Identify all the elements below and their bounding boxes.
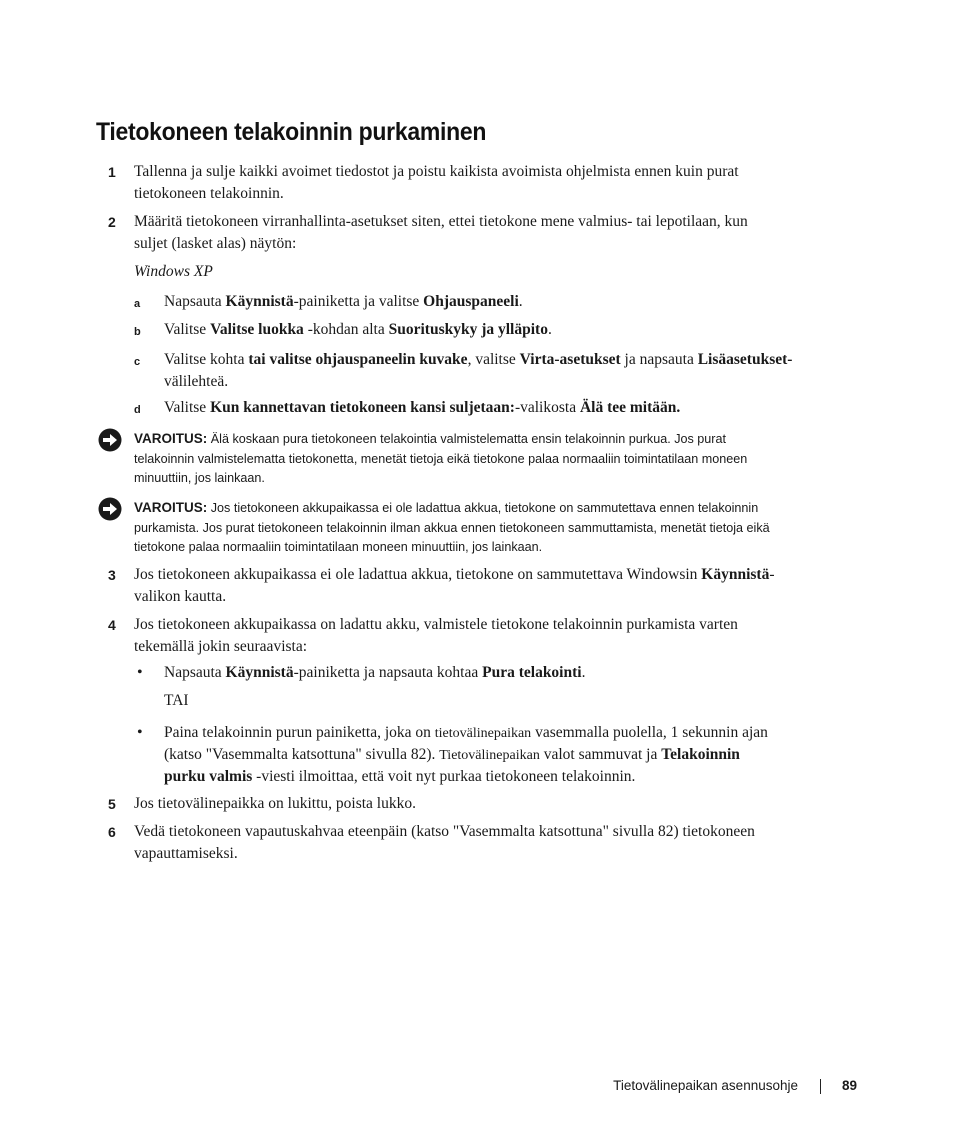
footer-title: Tietovälinepaikan asennusohje [613,1078,798,1093]
notice-arrow-icon [98,428,122,452]
text: . [581,664,586,681]
ui-term: Suorituskyky ja ylläpito [388,321,548,338]
warning-text: telakoinnin valmistelematta tietokonetta, menetät tietoja eikä tietokone palaa normaaliin toimintatilaan moneen [134,451,748,466]
substep-label: a [134,298,141,310]
or-separator: TAI [164,692,189,709]
text: , valitse [467,351,520,368]
ui-term: Kun kannettavan tietokoneen kansi suljetaan: [210,399,515,416]
text: Paina telakoinnin purun painiketta, joka on [164,724,435,741]
text: Valitse [164,321,211,338]
text: Valitse kohta [164,351,249,368]
step-text-line: Vedä tietokoneen vapautuskahvaa eteenpäin (katso "Vasemmalta katsottuna" sivulla 82) tietokoneen [134,823,755,840]
ui-term: Valitse luokka [210,321,304,338]
footer-divider [820,1079,821,1094]
text: vasemmalla puolella, 1 sekunnin ajan [531,724,768,741]
text: valikon kautta. [134,588,227,605]
text: . [547,321,552,338]
step-text-line: vapauttamiseksi. [134,845,238,862]
step-text-line: tietokoneen telakoinnin. [134,185,284,202]
step-number: 5 [108,796,116,812]
notice-arrow-icon [98,497,122,521]
ui-term: Ohjauspaneeli [423,293,519,310]
ui-term: Käynnistä [225,664,294,681]
step-number: 3 [108,567,116,583]
ui-term: Virta-asetukset [519,351,621,368]
text: valot sammuvat ja [539,746,662,763]
text: tietovälinepaikan [434,726,532,741]
ui-term: Älä tee mitään. [579,399,681,416]
substep-label: d [134,404,141,416]
warning-text: purkamista. Jos purat tietokoneen telakoinnin ilman akkua ennen tietokoneen sammuttamista, menetät tietoja eikä [134,520,770,535]
warning-label: VAROITUS: [134,431,208,446]
step-text-line: Jos tietokoneen akkupaikassa on ladattu akku, valmistele tietokone telakoinnin purkamista varten [134,616,738,633]
step-text-line: Jos tietovälinepaikka on lukittu, poista lukko. [134,795,416,812]
text: -viesti ilmoittaa, että voit nyt purkaa tietokoneen telakoinnin. [252,768,636,785]
text: -kohdan alta [303,321,389,338]
text: ja napsauta [620,351,698,368]
warning-label: VAROITUS: [134,500,208,515]
text: - [769,566,775,583]
text: -valikosta [514,399,580,416]
text: Napsauta [164,664,226,681]
bullet-mark: • [137,664,143,681]
step-number: 6 [108,824,116,840]
step-number: 1 [108,164,116,180]
warning-text: Älä koskaan pura tietokoneen telakointia valmistelematta ensin telakoinnin purkua. Jos purat [207,432,726,446]
warning-text: Jos tietokoneen akkupaikassa ei ole ladattua akkua, tietokone on sammutettava ennen telakoinnin [207,501,759,515]
ui-term: Pura telakointi [482,664,582,681]
step-text-line: Määritä tietokoneen virranhallinta-asetukset siten, ettei tietokone mene valmius- tai lepotilaan, kun [134,213,748,230]
ui-term: Lisäasetukset- [697,351,793,368]
step-text-line: tekemällä jokin seuraavista: [134,638,308,655]
text: . [518,293,523,310]
step-number: 4 [108,617,116,633]
step-text-line: Tallenna ja sulje kaikki avoimet tiedostot ja poistu kaikista avoimista ohjelmista ennen kuin purat [134,163,739,180]
ui-term: purku valmis [164,768,253,785]
os-name: Windows XP [134,263,213,280]
text: välilehteä. [164,373,229,390]
warning-text: tietokone palaa normaaliin toimintatilaan moneen minuuttiin, jos lainkaan. [134,540,543,554]
step-number: 2 [108,214,116,230]
warning-notice [134,429,874,489]
bullet-mark: • [137,724,143,741]
text: Jos tietokoneen akkupaikassa ei ole ladattua akkua, tietokone on sammutettava Windowsin [134,566,702,583]
step-text-line: suljet (lasket alas) näytön: [134,235,297,252]
page-title: Tietokoneen telakoinnin purkaminen [96,118,487,146]
text: Valitse [164,399,211,416]
ui-term: Käynnistä [701,566,770,583]
text: -painiketta ja napsauta kohtaa [293,664,483,681]
ui-term: Käynnistä [225,293,294,310]
text: -painiketta ja valitse [293,293,424,310]
text: (katso "Vasemmalta katsottuna" sivulla 82). [164,746,440,763]
warning-text: minuuttiin, jos lainkaan. [134,471,265,485]
text: Tietovälinepaikan [439,748,540,763]
ui-term: tai valitse ohjauspaneelin kuvake [248,351,468,368]
text: Napsauta [164,293,226,310]
warning-notice [134,498,874,558]
substep-label: c [134,356,141,368]
page-number: 89 [842,1078,858,1093]
substep-label: b [134,326,141,338]
ui-term: Telakoinnin [661,746,740,763]
